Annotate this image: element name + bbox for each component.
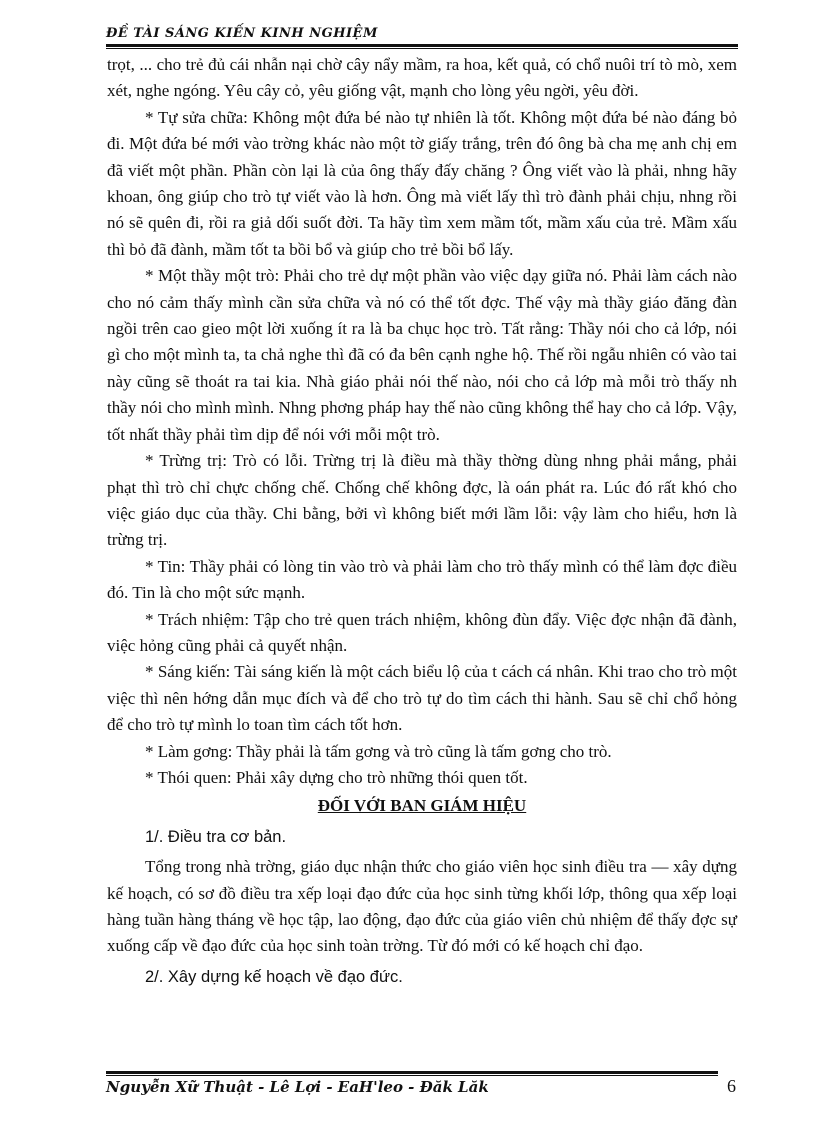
paragraph-mot-thay-mot-tro: * Một thầy một trò: Phải cho trẻ dự một phần vào việc dạy giữa nó. Phải làm cách nào cho nó cảm thấy mình cần sửa chữa và nó có thể tốt đợc. Thế vậy mà thầy giáo đăng đàn ngồi trên cao gieo một lời xuống ít ra là ba chục học trò. Tất rằng: Thầy nói cho cả lớp, nói gì cho một mình ta, ta chả nghe thì đã có đa bên cạnh nghe hộ. Thế rồi ngẫu nhiên có vào tai này cũng sẽ thoát ra tai kia. Nhà giáo phải nói thế nào, nói cho cả lớp mà mỗi trò thấy nh thầy nói cho mình mình. Nhng phơng pháp hay thế nào cũng không thể hay cho cả lớp. Vậy, tốt nhất thầy phải tìm dịp để nói với mỗi một trò. <box>107 266 737 444</box>
page-number: 6 <box>727 1076 736 1096</box>
header-title: ĐỀ TÀI SÁNG KIẾN KINH NGHIỆM <box>106 26 378 41</box>
header-rule-thick <box>106 44 738 47</box>
header-rule-thin <box>106 48 738 49</box>
subheading-2: 2/. Xây dựng kế hoạch về đạo đức. <box>145 967 403 986</box>
paragraph-sang-kien: * Sáng kiến: Tài sáng kiến là một cách biểu lộ của t cách cá nhân. Khi trao cho trò một việc thì nên hớng dẫn mục đích và để cho trò tự do tìm cách thi hành. Sau sẽ chỉ chổ hỏng để cho trò tự mình lo toan tìm cách tốt hơn. <box>107 662 737 735</box>
page-header <box>106 26 738 46</box>
paragraph-thoi-quen: * Thói quen: Phải xây dựng cho trò những thói quen tốt. <box>145 767 528 787</box>
paragraph-trach-nhiem: * Trách nhiệm: Tập cho trẻ quen trách nhiệm, không đùn đẩy. Việc đợc nhận đã đành, việc hỏng cũng phải cả quyết nhận. <box>107 609 737 655</box>
paragraph-tu-sua-chua: * Tự sửa chữa: Không một đứa bé nào tự nhiên là tốt. Không một đứa bé nào đáng bỏ đi. Một đứa bé mới vào trờng khác nào một tờ giấy trắng, trên đó ông bà cha mẹ anh chị em đã viết một phần. Phần còn lại là của ông thấy đấy chăng ? Ông viết vào là phải, nhng hãy khoan, ông giúp cho trò tự viết vào là hơn. Ông mà viết lấy thì trò đành phải chịu, nhng rồi nó sẽ quên đi, rồi ra giả dối suốt đời. Ta hãy tìm xem mầm tốt, mầm xấu của trẻ. Mầm xấu thì bỏ đã đành, mầm tốt ta bồi bổ và giúp cho trẻ bồi bổ lấy. <box>107 107 737 259</box>
footer-rule-thin <box>106 1075 718 1076</box>
paragraph: trọt, ... cho trẻ đủ cái nhẫn nại chờ cây nẩy mầm, ra hoa, kết quả, có chổ nuôi trí tò mò, xem xét, nghe ngóng. Yêu cây cỏ, yêu giống vật, mạnh cho lòng yêu ngời, yêu đời. <box>107 55 737 101</box>
paragraph-tin: * Tin: Thầy phải có lòng tin vào trò và phải làm cho trò thấy mình có thể làm đợc điều đó. Tin là cho một sức mạnh. <box>107 556 737 603</box>
paragraph-trung-tri: * Trừng trị: Trò có lỗi. Trừng trị là điều mà thầy thờng dùng nhng phải mắng, phải phạt thì trò chỉ chực chống chế. Chống chế không đợc, là oán phát ra. Lúc đó rất khó cho việc giáo dục của thầy. Chi bằng, bởi vì không biết mới lầm lỗi: vậy làm cho hiểu, hơn là trừng trị. <box>107 451 737 550</box>
paragraph-lam-guong: * Làm gơng: Thầy phải là tấm gơng và trò cũng là tấm gơng cho trò. <box>145 741 612 761</box>
section-heading: ĐỐI VỚI BAN GIÁM HIỆU <box>317 796 527 816</box>
subheading-1: 1/. Điều tra cơ bản. <box>145 827 287 846</box>
paragraph-dieu-tra: Tổng trong nhà trờng, giáo dục nhận thức cho giáo viên học sinh điều tra — xây dựng kế hoạch, có sơ đồ điều tra xếp loại đạo đức của học sinh từng khối lớp, thông qua xếp loại hàng tuần hàng tháng về học tập, lao động, đạo đức của giáo viên chủ nhiệm để thấy đợc sự xuống cấp về đạo đức của học sinh toàn trờng. Từ đó mới có kế hoạch chỉ đạo. <box>107 857 737 956</box>
document-body <box>107 52 737 994</box>
footer-rule-thick <box>106 1071 718 1074</box>
footer-author: Nguyễn Xữ Thuật - Lê Lợi - EaH'leo - Đăk Lăk <box>106 1078 489 1096</box>
